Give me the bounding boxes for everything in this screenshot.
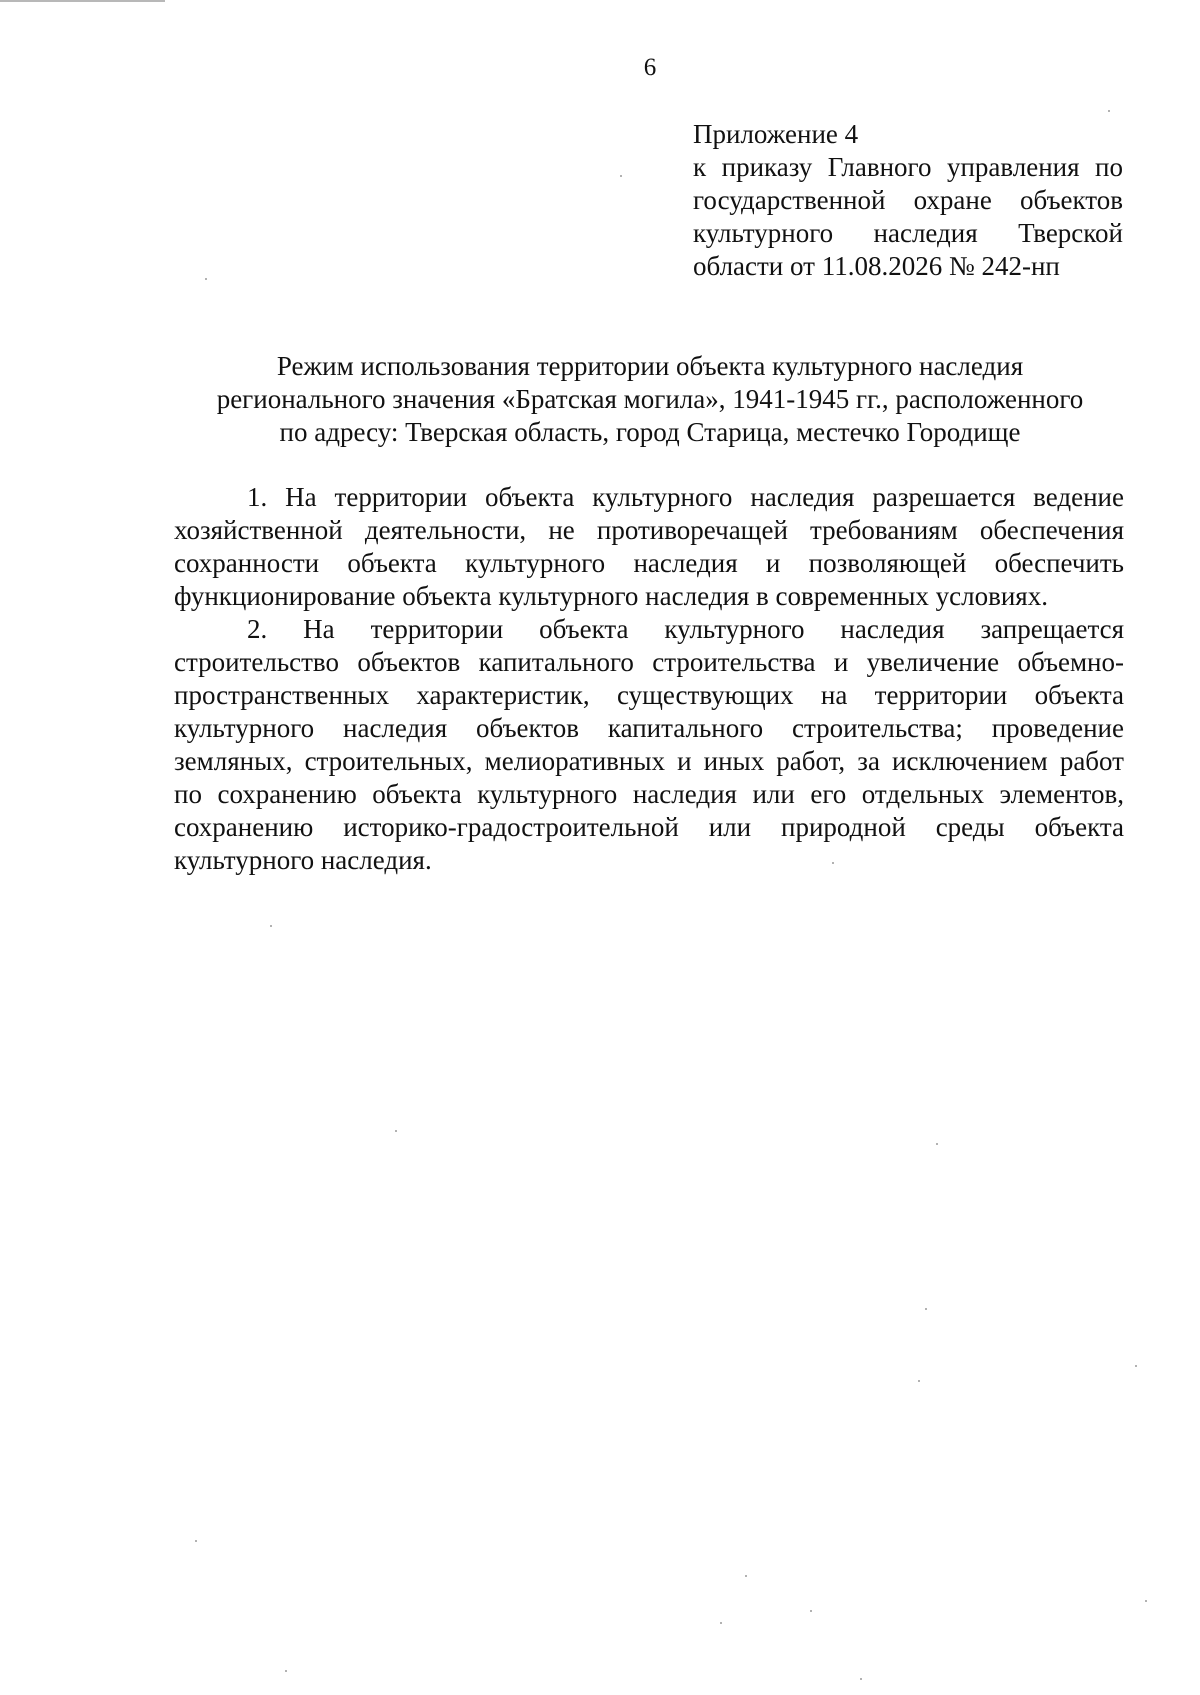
paragraph-line: культурного наследия. (174, 845, 432, 875)
scan-speck (918, 1380, 920, 1382)
scan-speck (620, 175, 622, 177)
scan-speck (270, 925, 272, 927)
title-line: регионального значения «Братская могила», 1941-1945 гг., расположенного (216, 384, 1084, 414)
scan-speck (810, 1610, 812, 1612)
scan-speck (1145, 1600, 1147, 1602)
scan-speck (860, 1678, 862, 1680)
page-number: 6 (643, 54, 657, 81)
scan-speck (285, 1670, 287, 1672)
appendix-line: области от 11.08.2026 № 242-нп (693, 251, 1060, 281)
scan-speck (745, 1575, 747, 1577)
scan-speck (1108, 110, 1110, 112)
paragraph-line: строительство объектов капитального строительства и увеличение объемно- (174, 647, 1124, 677)
scan-edge-mark (0, 0, 165, 2)
scan-speck (1135, 1365, 1137, 1367)
paragraph-line: хозяйственной деятельности, не противоречащей требованиям обеспечения (174, 515, 1124, 545)
paragraph-line: сохранности объекта культурного наследия и позволяющей обеспечить (174, 548, 1124, 578)
document-body (174, 481, 1124, 877)
paragraph-line: пространственных характеристик, существующих на территории объекта (174, 680, 1124, 710)
title-line: Режим использования территории объекта культурного наследия (276, 351, 1024, 381)
appendix-reference (693, 118, 1123, 283)
paragraph-line: 2. На территории объекта культурного наследия запрещается (247, 614, 1124, 644)
paragraph-line: земляных, строительных, мелиоративных и иных работ, за исключением работ (174, 746, 1124, 776)
paragraph-line: по сохранению объекта культурного наследия или его отдельных элементов, (174, 779, 1124, 809)
appendix-line: государственной охране объектов (693, 185, 1123, 215)
scan-speck (720, 1622, 722, 1624)
scan-speck (395, 1130, 397, 1132)
paragraph-line: 1. На территории объекта культурного наследия разрешается ведение (247, 482, 1124, 512)
scan-speck (925, 1308, 927, 1310)
appendix-line: Приложение 4 (693, 119, 859, 149)
paragraph-line: сохранению историко-градостроительной или природной среды объекта (174, 812, 1124, 842)
paragraph-line: функционирование объекта культурного наследия в современных условиях. (174, 581, 1048, 611)
appendix-line: культурного наследия Тверской (693, 218, 1123, 248)
scan-speck (832, 862, 834, 864)
scan-speck (936, 1143, 938, 1145)
title-line: по адресу: Тверская область, город Старица, местечко Городище (279, 417, 1021, 447)
paragraph-2 (174, 613, 1124, 877)
document-title (120, 350, 1180, 449)
paragraph-line: культурного наследия объектов капитального строительства; проведение (174, 713, 1124, 743)
scan-speck (205, 278, 207, 280)
scan-speck (195, 1540, 197, 1542)
appendix-line: к приказу Главного управления по (693, 152, 1123, 182)
paragraph-1 (174, 481, 1124, 613)
